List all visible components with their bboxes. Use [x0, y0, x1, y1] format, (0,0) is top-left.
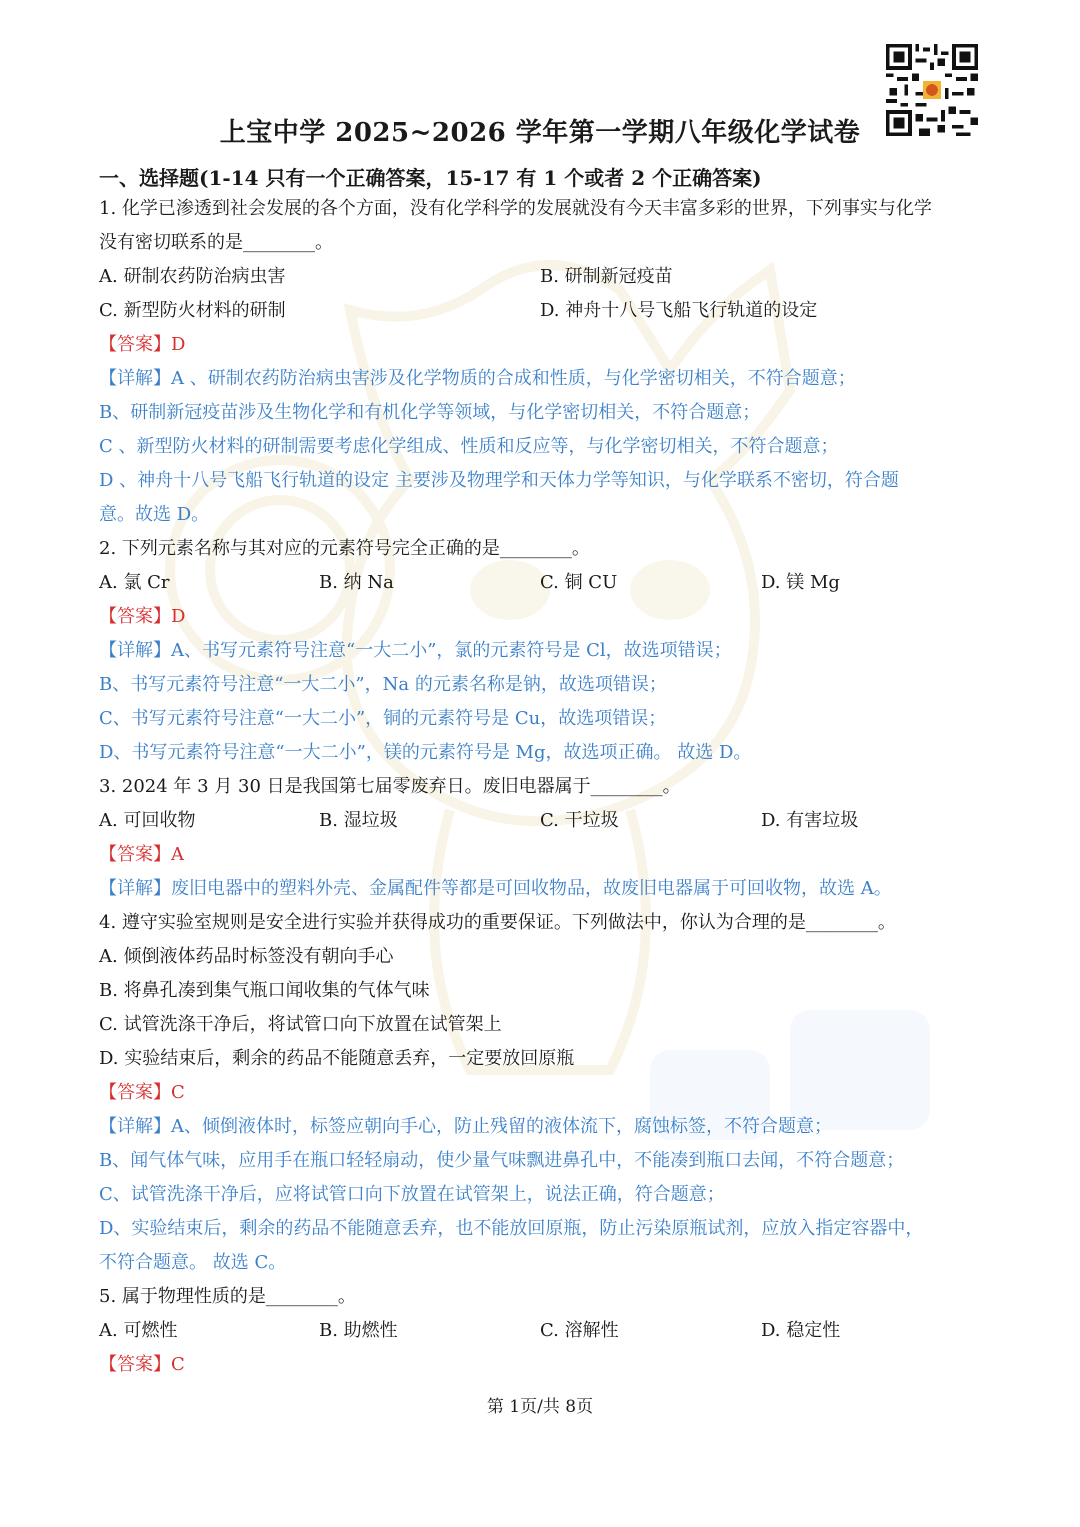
- q4-detail-line-5: 不符合题意。 故选 C。: [99, 1252, 287, 1273]
- q2-option-b: B. 纳 Na: [319, 572, 394, 593]
- q1-answer: 【答案】D: [99, 334, 186, 355]
- q1-detail-line-3: C 、新型防火材料的研制需要考虑化学组成、性质和反应等，与化学密切相关，不符合题意；: [99, 436, 839, 457]
- q3-answer: 【答案】A: [99, 844, 184, 865]
- q4-detail-line-4: D、实验结束后，剩余的药品不能随意丢弃，也不能放回原瓶，防止污染原瓶试剂，应放入指定容器中，: [99, 1218, 924, 1239]
- q5-option-a: A. 可燃性: [99, 1320, 178, 1341]
- q1-option-b: B. 研制新冠疫苗: [540, 266, 673, 287]
- q4-option-d: D. 实验结束后，剩余的药品不能随意丢弃，一定要放回原瓶: [99, 1048, 575, 1069]
- q2-detail-line-1: 【详解】A、书写元素符号注意“一大二小”，氯的元素符号是 Cl，故选项错误；: [99, 640, 732, 661]
- q1-detail-line-5: 意。故选 D。: [99, 504, 210, 525]
- q3-option-a: A. 可回收物: [99, 810, 196, 831]
- page-footer: 第 1页/共 8页: [486, 1397, 594, 1417]
- q4-detail-line-1: 【详解】A、倾倒液体时，标签应朝向手心，防止残留的液体流下，腐蚀标签，不符合题意；: [99, 1116, 832, 1137]
- q1-stem-line-2: 没有密切联系的是________。: [99, 232, 333, 253]
- q1-stem-line-1: 1. 化学已渗透到社会发展的各个方面，没有化学科学的发展就没有今天丰富多彩的世界，下列事实与化学: [99, 198, 932, 219]
- q5-option-d: D. 稳定性: [761, 1320, 841, 1341]
- q3-option-c: C. 干垃圾: [540, 810, 619, 831]
- q1-detail-line-4: D 、神舟十八号飞船飞行轨道的设定 主要涉及物理学和天体力学等知识，与化学联系不密切，符合题: [99, 470, 899, 491]
- q3-option-b: B. 湿垃圾: [319, 810, 398, 831]
- q5-answer: 【答案】C: [99, 1354, 185, 1375]
- q4-option-c: C. 试管洗涤干净后，将试管口向下放置在试管架上: [99, 1014, 502, 1035]
- q2-option-c: C. 铜 CU: [540, 572, 618, 593]
- q1-option-a: A. 研制农药防治病虫害: [99, 266, 286, 287]
- q5-stem-line-1: 5. 属于物理性质的是________。: [99, 1286, 356, 1307]
- q4-stem-line-1: 4. 遵守实验室规则是安全进行实验并获得成功的重要保证。下列做法中，你认为合理的是________。: [99, 912, 896, 933]
- q1-detail-line-2: B、研制新冠疫苗涉及生物化学和有机化学等领域，与化学密切相关，不符合题意；: [99, 402, 761, 423]
- q4-answer: 【答案】C: [99, 1082, 185, 1103]
- q5-option-b: B. 助燃性: [319, 1320, 398, 1341]
- q2-detail-line-2: B、书写元素符号注意“一大二小”，Na 的元素名称是钠，故选项错误；: [99, 674, 667, 695]
- q1-detail-line-1: 【详解】A 、研制农药防治病虫害涉及化学物质的合成和性质，与化学密切相关，不符合题意；: [99, 368, 856, 389]
- q3-detail-line-1: 【详解】废旧电器中的塑料外壳、金属配件等都是可回收物品，故废旧电器属于可回收物，故选 A。: [99, 878, 892, 899]
- q1-option-d: D. 神舟十八号飞船飞行轨道的设定: [540, 300, 818, 321]
- q2-option-a: A. 氯 Cr: [99, 572, 170, 593]
- q4-option-a: A. 倾倒液体药品时标签没有朝向手心: [99, 946, 394, 967]
- q2-detail-line-4: D、书写元素符号注意“一大二小”，镁的元素符号是 Mg，故选项正确。 故选 D。: [99, 742, 752, 763]
- section-heading: 一、选择题(1-14 只有一个正确答案，15-17 有 1 个或者 2 个正确答案): [99, 166, 762, 190]
- q3-stem-line-1: 3. 2024 年 3 月 30 日是我国第七届零废弃日。废旧电器属于________。: [99, 776, 681, 797]
- q2-detail-line-3: C、书写元素符号注意“一大二小”，铜的元素符号是 Cu，故选项错误；: [99, 708, 667, 729]
- q4-option-b: B. 将鼻孔凑到集气瓶口闻收集的气体气味: [99, 980, 430, 1001]
- q4-detail-line-2: B、闻气体气味，应用手在瓶口轻轻扇动，使少量气味飘进鼻孔中，不能凑到瓶口去闻，不符合题意；: [99, 1150, 905, 1171]
- page-title: 上宝中学 2025~2026 学年第一学期八年级化学试卷: [219, 118, 861, 148]
- q2-stem-line-1: 2. 下列元素名称与其对应的元素符号完全正确的是________。: [99, 538, 590, 559]
- q3-option-d: D. 有害垃圾: [761, 810, 859, 831]
- q2-option-d: D. 镁 Mg: [761, 572, 840, 593]
- q5-option-c: C. 溶解性: [540, 1320, 619, 1341]
- q2-answer: 【答案】D: [99, 606, 186, 627]
- q4-detail-line-3: C、试管洗涤干净后，应将试管口向下放置在试管架上，说法正确，符合题意；: [99, 1184, 725, 1205]
- q1-option-c: C. 新型防火材料的研制: [99, 300, 286, 321]
